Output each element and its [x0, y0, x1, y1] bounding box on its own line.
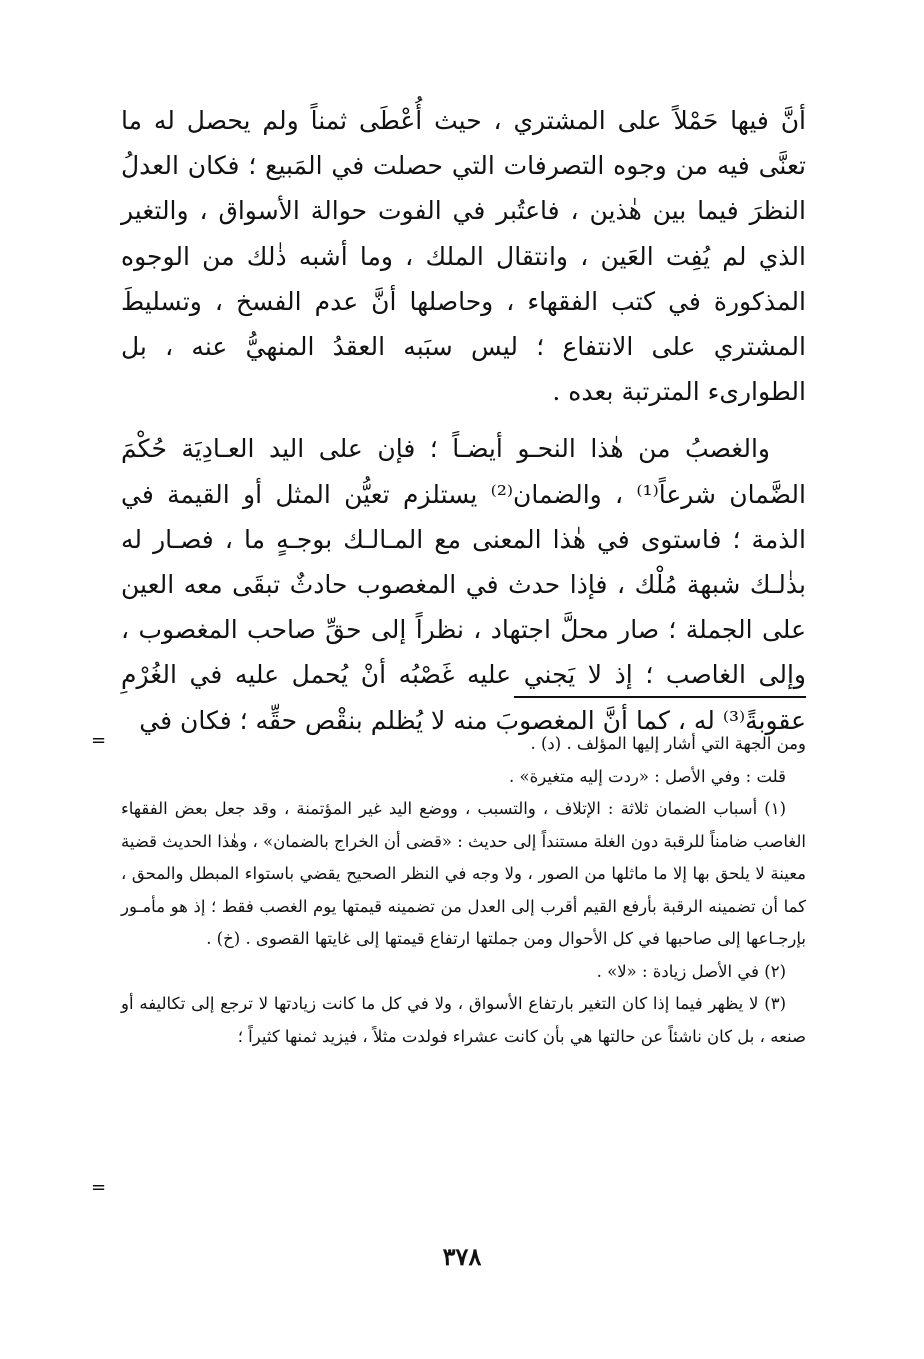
footnote-3: (٣) لا يظهر فيما إذا كان التغير بارتفاع الأسواق ، ولا في كل ما كانت زيادتها لا ترجع إلى تكاليفه أو صنعه ، بل كان ناشئاً عن حالتها هي بأن كانت عشراء فولدت مثلاً ، فيزيد ثمنها كثيراً ؛: [121, 994, 806, 1046]
body-paragraph-2: والغصبُ من هٰذا النحـو أيضـاً ؛ فإن على اليد العـادِيَة حُكْمَ الضَّمان شرعاً⁽¹⁾ ، والضمان⁽²⁾ يستلزم تعيُّن المثل أو القيمة في الذمة ؛ فاستوى في هٰذا المعنى مع المـالـك بوجـهٍ ما ، فصـار له بذٰلـك شبهة مُلْك ، فإذا حدث في المغصوب حادثٌ تبقَى معه العين على الجملة ؛ صار محلَّ اجتهاد ، نظراً إلى حقِّ صاحب المغصوب ، وإلى الغاصب ؛ إذ لا يَجني عليه غَصْبُه أنْ يُحمل عليه في الغُرْمِ عقوبةً⁽³⁾ له ، كما أنَّ المغصوبَ منه لا يُظلم بنقْص حقِّه ؛ فكان في: [121, 434, 806, 735]
footnote-2: (٢) في الأصل زيادة : «لا» .: [596, 961, 786, 981]
page-number: ٣٧٨: [442, 1242, 482, 1271]
footnote-separator: [514, 696, 806, 698]
footnote-continuation-line-1: ومن الجهة التي أشار إليها المؤلف . (د) .: [530, 734, 806, 753]
footnote-continuation-mark-bottom: =: [91, 1177, 107, 1198]
footnotes-section: [121, 728, 806, 1053]
main-text: [121, 98, 806, 743]
footnote-continuation-line-2: قلت : وفي الأصل : «ردت إليه متغيرة» .: [509, 766, 786, 786]
footnote-continuation-mark-top: =: [91, 730, 107, 751]
footnote-1: (١) أسباب الضمان ثلاثة : الإتلاف ، والتسبب ، ووضع اليد غير المؤتمنة ، وقد جعل بعض الفقهاء الغاصب ضامناً للرقبة دون الغلة مستنداً إلى حديث : «قضى أن الخراج بالضمان» ، وهٰذا الحديث قضية معينة لا يلحق بها إلا ما ماثلها من الصور ، ولا وجه في النظر الصحيح يقضي باستواء المبطل والمحق ، كما أن تضمينه الرقبة بأرفع القيم أقرب إلى العدل من تضمينه قيمتها يوم الغصب فقط ؛ إذ هو مأمـور بإرجـاعها إلى صاحبها في كل الأحوال ومن جملتها ارتفاع قيمتها إلى غايتها القصوى . (خ) .: [121, 799, 806, 948]
body-paragraph-1: أنَّ فيها حَمْلاً على المشتري ، حيث أُعْطَى ثمناً ولم يحصل له ما تعنَّى فيه من وجوه التصرفات التي حصلت في المَبيع ؛ فكان العدلُ النظرَ فيما بين هٰذين ، فاعتُبر في الفوت حوالة الأسواق ، والتغير الذي لم يُفِت العَين ، وانتقال الملك ، وما أشبه ذٰلك من الوجوه المذكورة في كتب الفقهاء ، وحاصلها أنَّ عدم الفسخ ، وتسليطَ المشتري على الانتفاع ؛ ليس سبَبه العقدُ المنهيُّ عنه ، بل الطوارىء المترتبة بعده .: [121, 106, 806, 407]
